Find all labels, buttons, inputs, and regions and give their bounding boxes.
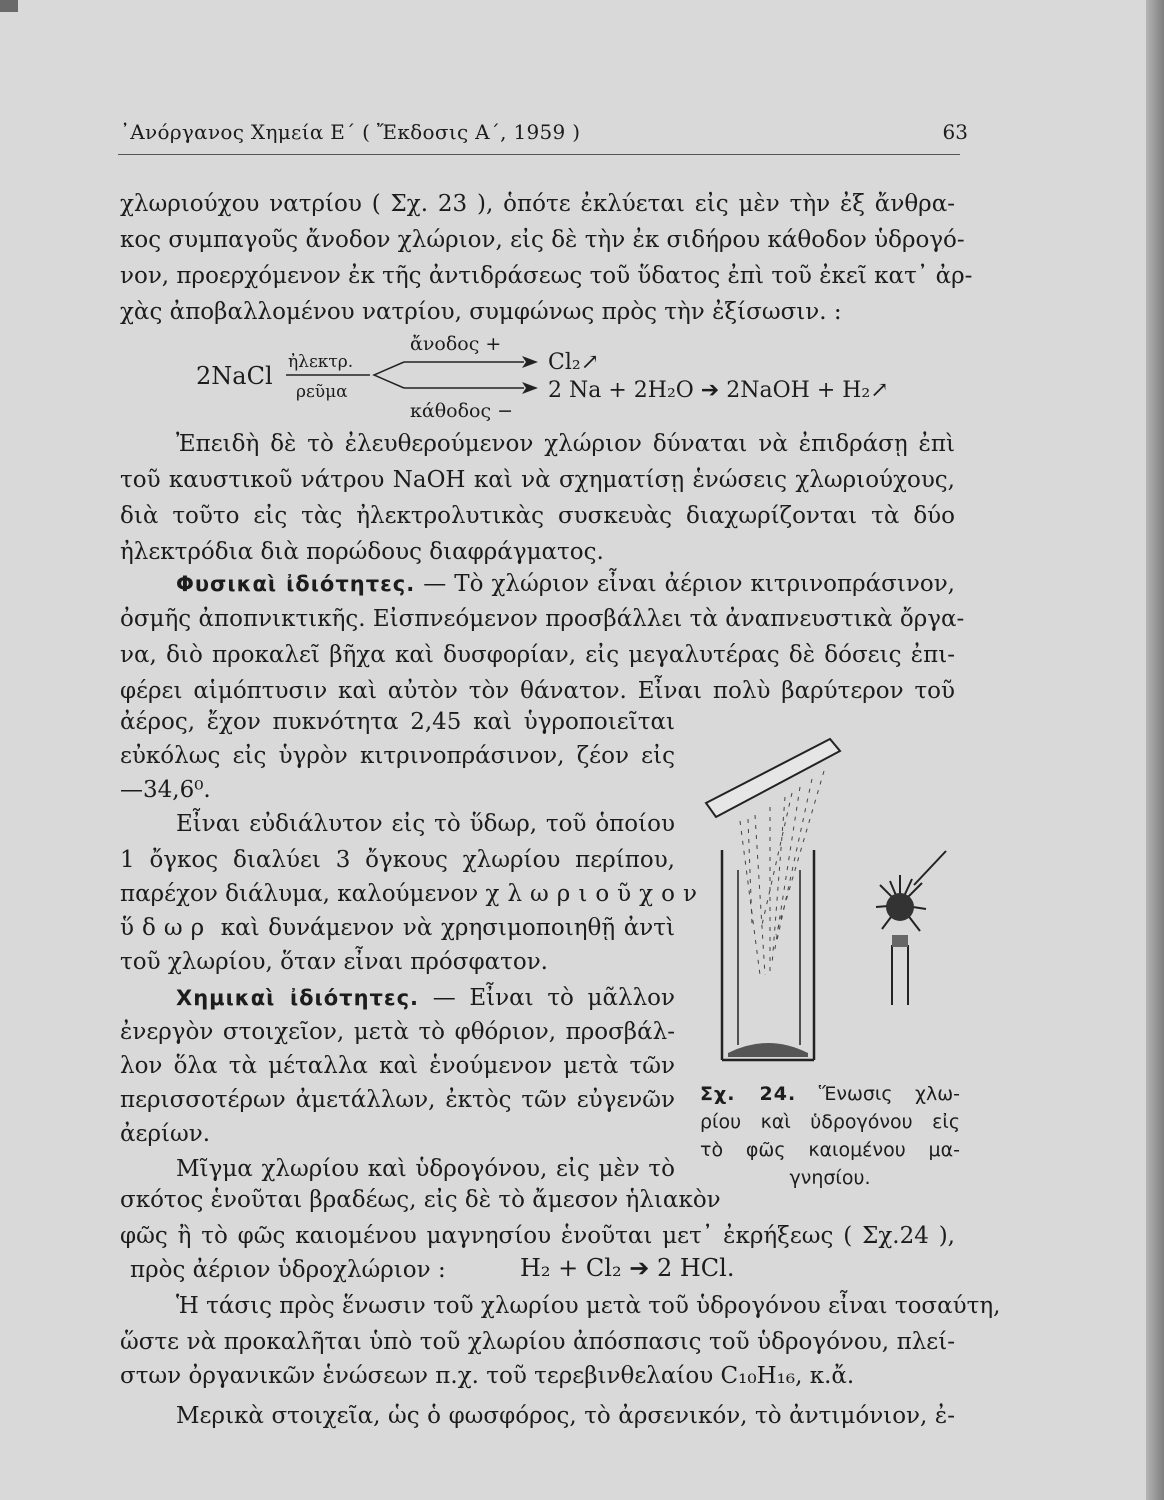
text-line: εὐκόλως εἰς ὑγρὸν κιτρινοπράσινον, ζέον εἰς bbox=[120, 743, 675, 769]
text-line: Εἶναι εὐδιάλυτον εἰς τὸ ὕδωρ, τοῦ ὁποίου bbox=[176, 811, 675, 837]
text-line: φῶς ἢ τὸ φῶς καιομένου μαγνησίου ἑνοῦται μετ᾿ ἐκρήξεως ( Σχ.24 ), bbox=[120, 1223, 955, 1249]
text-line: Ἡ τάσις πρὸς ἕνωσιν τοῦ χλωρίου μετὰ τοῦ ὑδρογόνου εἶναι τοσαύτη, bbox=[176, 1293, 1001, 1319]
page-number: 63 bbox=[942, 120, 968, 144]
text-line: διὰ τοῦτο εἰς τὰς ἠλεκτρολυτικὰς συσκευὰς διαχωρίζονται τὰ δύο bbox=[120, 503, 955, 529]
text-line: τοῦ χλωρίου, ὅταν εἶναι πρόσφατον. bbox=[120, 949, 548, 975]
text-line: ὥστε νὰ προκαλῆται ὑπὸ τοῦ χλωρίου ἀπόσπασις τοῦ ὑδρογόνου, πλεί- bbox=[120, 1329, 955, 1355]
text-line: ἀέρος, ἔχον πυκνότητα 2,45 καὶ ὑγροποιεῖται bbox=[120, 709, 675, 735]
text-line: ἐνεργὸν στοιχεῖον, μετὰ τὸ φθόριον, προσβάλ- bbox=[120, 1019, 675, 1045]
text-line: παρέχον διάλυμα, καλούμενον χλωριοῦχον bbox=[120, 881, 705, 907]
cathode-label: κάθοδος − bbox=[410, 400, 514, 422]
equation-arrows bbox=[284, 350, 546, 400]
anode-product: Cl₂↗ bbox=[548, 350, 600, 375]
reactant: 2NaCl bbox=[196, 362, 273, 390]
text-line: ἀερίων. bbox=[120, 1121, 211, 1147]
text-line: λον ὅλα τὰ μέταλλα καὶ ἑνούμενον μετὰ τῶν bbox=[120, 1053, 675, 1079]
book-edge bbox=[1146, 0, 1164, 1500]
text-line: 1 ὄγκος διαλύει 3 ὄγκους χλωρίου περίπου, bbox=[120, 847, 675, 873]
scan-corner bbox=[0, 0, 18, 12]
text-line: στων ὀργανικῶν ἑνώσεων π.χ. τοῦ τερεβινθελαίου C₁₀H₁₆, κ.ἄ. bbox=[120, 1363, 855, 1389]
caption-line: τὸ φῶς καιομένου μα- bbox=[700, 1139, 960, 1161]
text-line: Χημικαὶ ἰδιότητες. — Εἶναι τὸ μᾶλλον bbox=[176, 985, 676, 1011]
text-line: τοῦ καυστικοῦ νάτρου NaOH καὶ νὰ σχηματίσῃ ἑνώσεις χλωριούχους, bbox=[120, 467, 955, 493]
text-line: Μερικὰ στοιχεῖα, ὡς ὁ φωσφόρος, τὸ ἀρσενικόν, τὸ ἀντιμόνιον, ἐ- bbox=[176, 1403, 955, 1429]
text-line: περισσοτέρων ἀμετάλλων, ἐκτὸς τῶν εὐγενῶν bbox=[120, 1087, 675, 1113]
caption-line: ρίου καὶ ὑδρογόνου εἰς bbox=[700, 1111, 960, 1133]
current-over-label: ἠλεκτρ. bbox=[288, 352, 354, 372]
text-line: νον, προερχόμενον ἐκ τῆς ἀντιδράσεως τοῦ ὕδατος ἐπὶ τοῦ ἐκεῖ κατ᾿ ἀρ- bbox=[120, 263, 973, 289]
section-heading-physical: Φυσικαὶ ἰδιότητες. bbox=[176, 572, 416, 596]
text-line: χὰς ἀποβαλλομένου νατρίου, συμφώνως πρὸς τὴν ἐξίσωσιν. : bbox=[120, 299, 842, 325]
text-line: κος συμπαγοῦς ἄνοδον χλώριον, εἰς δὲ τὴν ἐκ σιδήρου κάθοδον ὑδρογό- bbox=[120, 227, 965, 253]
text-line: ἠλεκτρόδια διὰ πορώδους διαφράγματος. bbox=[120, 539, 604, 565]
hcl-equation: H₂ + Cl₂ ➔ 2 HCl. bbox=[520, 1254, 735, 1282]
figure-24-illustration bbox=[700, 735, 960, 1075]
text-line: ὀσμῆς ἀποπνικτικῆς. Εἰσπνεόμενον προσβάλλει τὰ ἀναπνευστικὰ ὄργα- bbox=[120, 606, 965, 632]
figure-caption bbox=[700, 1080, 960, 1192]
section-heading-chemical: Χημικαὶ ἰδιότητες. bbox=[176, 986, 420, 1010]
caption-line: γνησίου. bbox=[789, 1167, 871, 1189]
text-line: Μῖγμα χλωρίου καὶ ὑδρογόνου, εἰς μὲν τὸ bbox=[176, 1156, 675, 1182]
text-line: ὕδωρ καὶ δυνάμενον νὰ χρησιμοποιηθῇ ἀντὶ bbox=[120, 915, 675, 941]
header-rule bbox=[118, 154, 960, 155]
cathode-product: 2 Na + 2H₂O ➔ 2NaOH + H₂↗ bbox=[548, 378, 889, 403]
text-line: Φυσικαὶ ἰδιότητες. — Τὸ χλώριον εἶναι ἀέριον κιτρινοπράσινον, bbox=[176, 571, 955, 597]
text-line: να, διὸ προκαλεῖ βῆχα καὶ δυσφορίαν, εἰς μεγαλυτέρας δὲ δόσεις ἐπι- bbox=[120, 642, 955, 668]
caption-line: Σχ. 24. Ἕνωσις χλω- bbox=[700, 1083, 960, 1105]
text-line: Ἐπειδὴ δὲ τὸ ἐλευθερούμενον χλώριον δύναται νὰ ἐπιδράσῃ ἐπὶ bbox=[176, 431, 955, 457]
caption-label: Σχ. 24. bbox=[700, 1083, 797, 1105]
current-under-label: ρεῦμα bbox=[296, 382, 348, 402]
text-line: φέρει αἱμόπτυσιν καὶ αὐτὸν τὸν θάνατον. Εἶναι πολὺ βαρύτερον τοῦ bbox=[120, 678, 955, 704]
anode-label: ἄνοδος + bbox=[410, 333, 502, 355]
text-line: —34,6⁰. bbox=[120, 777, 211, 803]
running-header: ᾿Ανόργανος Χημεία Ε΄ ( Ἔκδοσις Α΄, 1959 ) bbox=[120, 120, 581, 144]
term-hydor: ὕδωρ bbox=[120, 915, 213, 941]
text-line: πρὸς ἀέριον ὑδροχλώριον : bbox=[130, 1257, 446, 1283]
text-line: σκότος ἑνοῦται βραδέως, εἰς δὲ τὸ ἄμεσον ἡλιακὸν bbox=[120, 1187, 721, 1213]
text-line: χλωριούχου νατρίου ( Σχ. 23 ), ὁπότε ἐκλύεται εἰς μὲν τὴν ἐξ ἄνθρα- bbox=[120, 191, 955, 217]
term-chloriouchon: χλωριοῦχον bbox=[485, 881, 705, 907]
